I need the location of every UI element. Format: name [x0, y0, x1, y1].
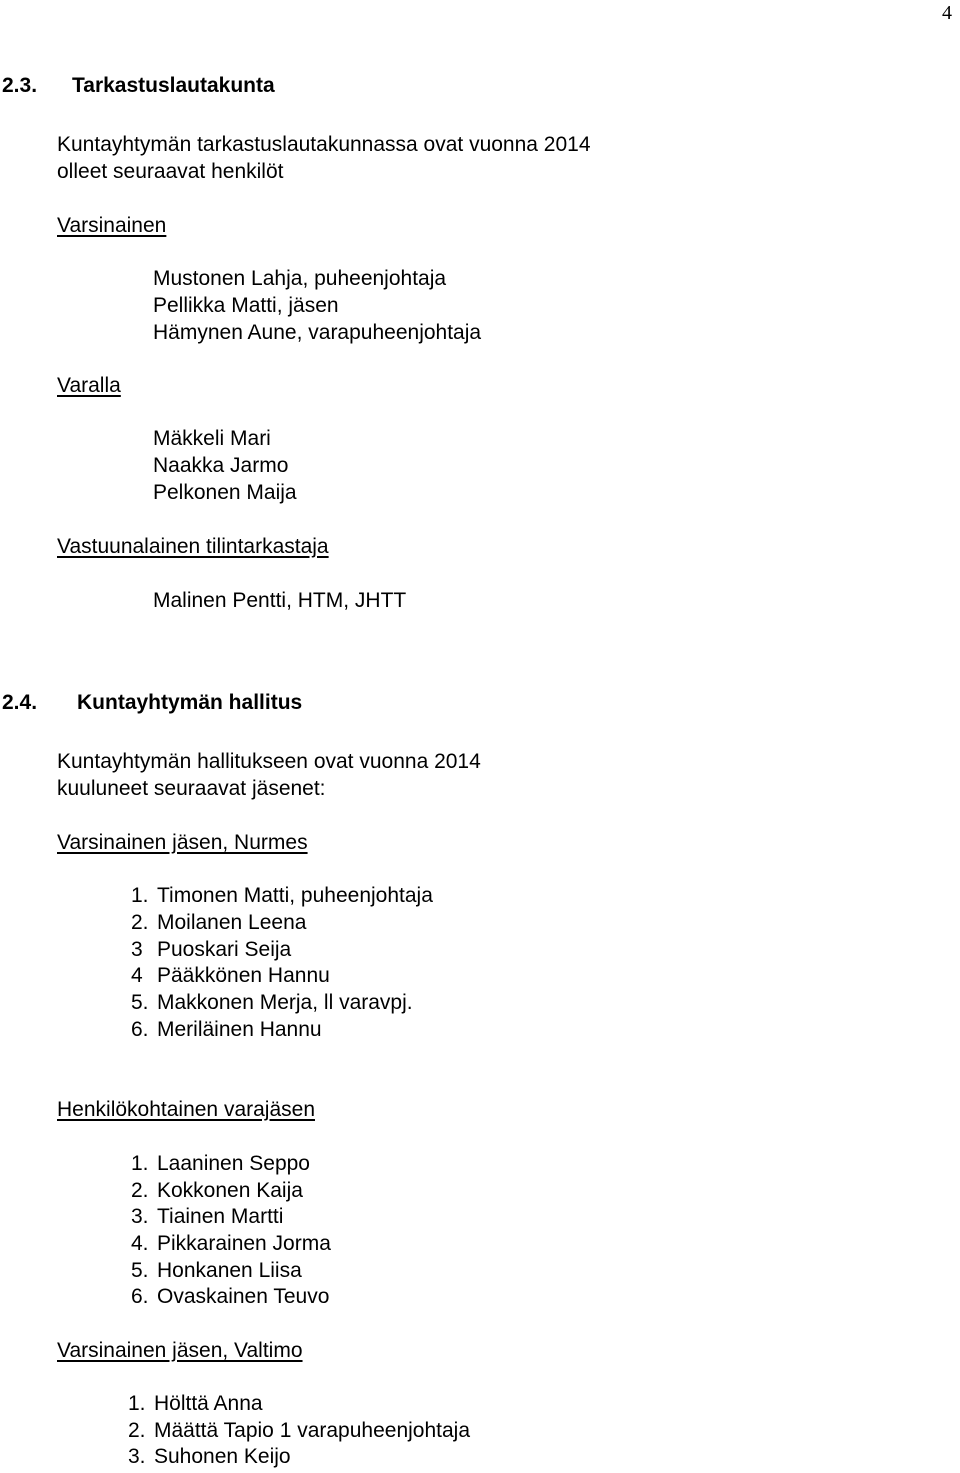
auditor-name: Malinen Pentti, HTM, JHTT [153, 589, 407, 612]
nurmes-list-item [131, 962, 330, 989]
valtimo-heading: Varsinainen jäsen, Valtimo [57, 1339, 303, 1362]
member-name: Timonen Matti, puheenjohtaja [157, 884, 433, 907]
nurmes-list-item [131, 936, 291, 963]
varsinainen-heading: Varsinainen [57, 214, 167, 237]
member-name: Määttä Tapio 1 varapuheenjohtaja [154, 1419, 471, 1442]
list-number: 1. [131, 1152, 149, 1175]
list-number: 4 [131, 964, 143, 987]
section-2-4-title: Kuntayhtymän hallitus [77, 691, 303, 714]
varalla-heading: Varalla [57, 374, 121, 397]
list-number: 3 [131, 938, 143, 961]
varsinainen-member: Pellikka Matti, jäsen [153, 294, 339, 317]
deputy-list-item [131, 1177, 303, 1204]
deputy-list-item [131, 1230, 331, 1257]
member-name: Puoskari Seija [157, 938, 292, 961]
member-name: Pääkkönen Hannu [157, 964, 330, 987]
list-number: 3. [128, 1445, 146, 1468]
list-number: 6. [131, 1018, 149, 1041]
nurmes-list-item [131, 1016, 322, 1043]
section-2-4-intro-line-2: kuuluneet seuraavat jäsenet: [57, 777, 326, 800]
member-name: Tiainen Martti [157, 1205, 284, 1228]
member-name: Laaninen Seppo [157, 1152, 310, 1175]
varalla-member: Pelkonen Maija [153, 481, 297, 504]
list-number: 2. [131, 911, 149, 934]
list-number: 3. [131, 1205, 149, 1228]
list-number: 5. [131, 1259, 149, 1282]
deputy-list-item [131, 1257, 302, 1284]
varalla-member: Naakka Jarmo [153, 454, 289, 477]
list-number: 6. [131, 1285, 149, 1308]
member-name: Pikkarainen Jorma [157, 1232, 331, 1255]
valtimo-list-item [128, 1417, 470, 1444]
varsinainen-member: Hämynen Aune, varapuheenjohtaja [153, 321, 482, 344]
section-2-3-intro-line-2: olleet seuraavat henkilöt [57, 160, 284, 183]
list-number: 2. [128, 1419, 146, 1442]
list-number: 1. [131, 884, 149, 907]
nurmes-list-item [131, 989, 413, 1016]
nurmes-list-item [131, 909, 306, 936]
nurmes-list-item [131, 882, 433, 909]
member-name: Makkonen Merja, ll varavpj. [157, 991, 413, 1014]
varalla-member: Mäkkeli Mari [153, 427, 271, 450]
deputy-list-item [131, 1283, 329, 1310]
section-2-3-number: 2.3. [2, 74, 38, 97]
member-name: Hölttä Anna [154, 1392, 263, 1415]
varsinainen-member: Mustonen Lahja, puheenjohtaja [153, 267, 447, 290]
member-name: Ovaskainen Teuvo [157, 1285, 330, 1308]
member-name: Suhonen Keijo [154, 1445, 291, 1468]
page-number: 4 [942, 2, 952, 24]
member-name: Kokkonen Kaija [157, 1179, 303, 1202]
deputy-list-item [131, 1150, 310, 1177]
section-2-3-title: Tarkastuslautakunta [72, 74, 275, 97]
auditor-heading: Vastuunalainen tilintarkastaja [57, 535, 329, 558]
section-2-4-number: 2.4. [2, 691, 38, 714]
section-2-3-intro-line-1: Kuntayhtymän tarkastuslautakunnassa ovat vuonna 2014 [57, 133, 591, 156]
member-name: Meriläinen Hannu [157, 1018, 322, 1041]
valtimo-list-item [128, 1443, 291, 1470]
list-number: 1. [128, 1392, 146, 1415]
member-name: Moilanen Leena [157, 911, 307, 934]
deputy-heading: Henkilökohtainen varajäsen [57, 1098, 315, 1121]
member-name: Honkanen Liisa [157, 1259, 302, 1282]
valtimo-list-item [128, 1390, 263, 1417]
nurmes-heading: Varsinainen jäsen, Nurmes [57, 831, 308, 854]
section-2-4-intro-line-1: Kuntayhtymän hallitukseen ovat vuonna 2014 [57, 750, 481, 773]
list-number: 2. [131, 1179, 149, 1202]
list-number: 5. [131, 991, 149, 1014]
deputy-list-item [131, 1203, 283, 1230]
list-number: 4. [131, 1232, 149, 1255]
